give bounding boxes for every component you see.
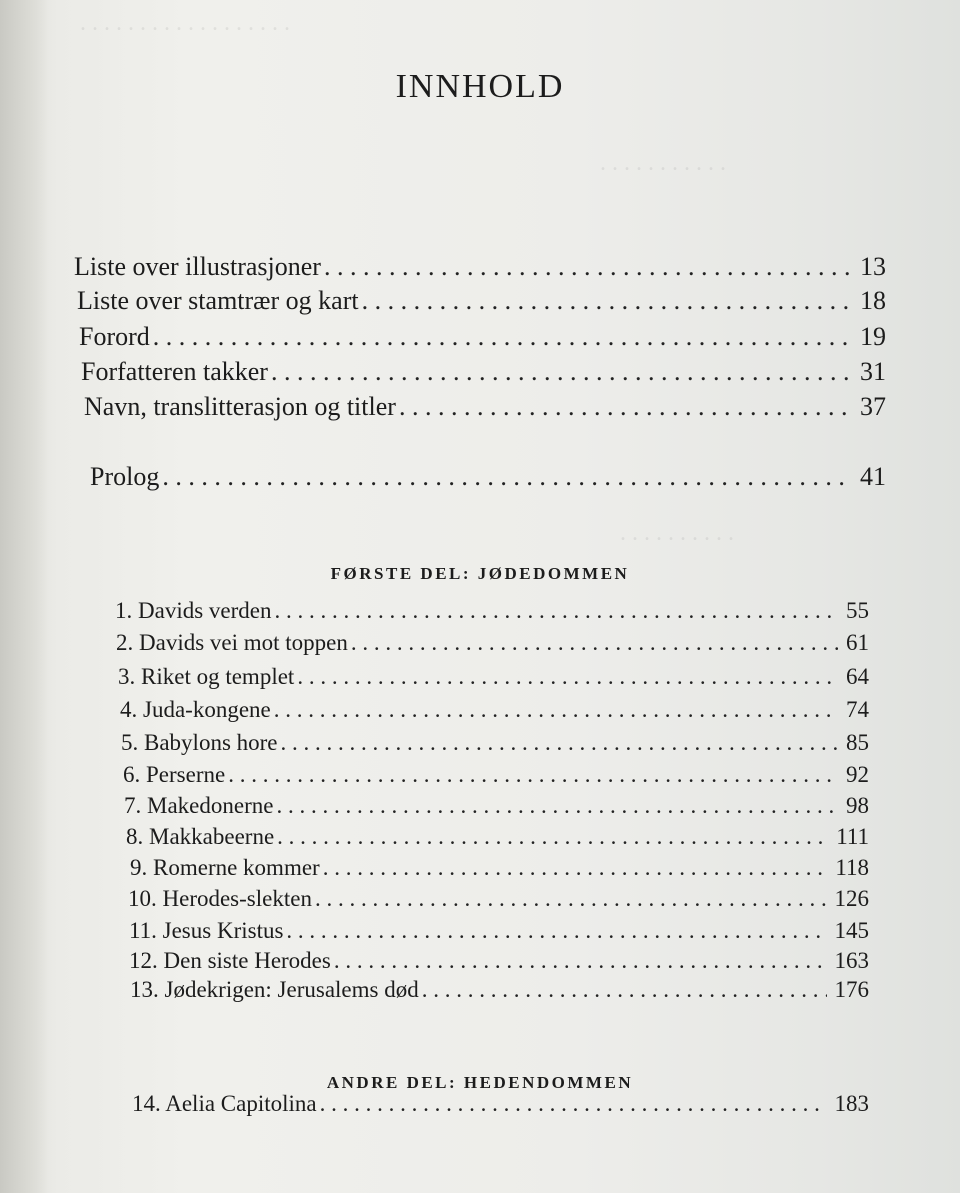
show-through-text: . . . . . . . . . . . . . . . . . . [80, 10, 290, 36]
toc-entry-label: Forord [79, 322, 150, 351]
toc-entry-page: 85 [846, 730, 869, 755]
part-heading: FØRSTE DEL: JØDEDOMMEN [330, 564, 630, 583]
dot-leader [228, 762, 838, 788]
toc-entry-label: 6. Perserne [123, 762, 226, 787]
toc-entry-page: 126 [834, 886, 869, 911]
show-through-text: . . . . . . . . . . . [600, 150, 726, 176]
page-gutter-shadow [0, 0, 48, 1193]
dot-leader [323, 855, 828, 881]
dot-leader [162, 462, 852, 492]
dot-leader [324, 252, 852, 282]
toc-entry-label: 12. Den siste Herodes [129, 948, 331, 973]
toc-chapter [121, 730, 869, 756]
toc-chapter [120, 697, 869, 723]
toc-entry [81, 357, 886, 387]
toc-entry-page: 61 [846, 630, 869, 655]
toc-chapter [130, 977, 869, 1003]
toc-entry-page: 37 [860, 392, 886, 421]
toc-entry-page: 163 [834, 948, 869, 973]
dot-leader [320, 1091, 827, 1117]
dot-leader [297, 664, 838, 690]
dot-leader [315, 886, 827, 912]
dot-leader [274, 697, 838, 723]
toc-entry-label: 1. Davids verden [115, 598, 272, 623]
toc-entry-page: 111 [836, 824, 869, 849]
toc-entry-page: 145 [834, 918, 869, 943]
toc-entry [79, 322, 886, 352]
toc-entry-page: 92 [846, 762, 869, 787]
toc-entry-page: 19 [860, 322, 886, 351]
part-heading: ANDRE DEL: HEDENDOMMEN [326, 1073, 634, 1092]
toc-entry-page: 13 [860, 252, 886, 281]
toc-entry-page: 118 [835, 855, 869, 880]
toc-entry-page: 55 [846, 598, 869, 623]
toc-entry-label: 2. Davids vei mot toppen [116, 630, 348, 655]
toc-entry-page: 183 [834, 1091, 869, 1116]
toc-entry-page: 176 [834, 977, 869, 1002]
dot-leader [153, 322, 852, 352]
toc-chapter [129, 918, 869, 944]
toc-entry-label: 3. Riket og templet [118, 664, 295, 689]
dot-leader [275, 598, 839, 624]
dot-leader [351, 630, 838, 656]
toc-entry-label: 7. Makedonerne [124, 793, 274, 818]
dot-leader [276, 793, 838, 819]
toc-entry-label: 11. Jesus Kristus [129, 918, 284, 943]
toc-entry-label: Liste over stamtrær og kart [77, 286, 359, 315]
toc-entry-label: Navn, translitterasjon og titler [84, 392, 396, 421]
dot-leader [334, 948, 827, 974]
toc-entry-page: 41 [860, 462, 886, 491]
toc-chapter [123, 762, 869, 788]
toc-entry-label: 14. Aelia Capitolina [132, 1091, 317, 1116]
toc-entry-page: 98 [846, 793, 869, 818]
dot-leader [281, 730, 838, 756]
dot-leader [277, 824, 828, 850]
toc-entry-label: 8. Makkabeerne [126, 824, 275, 849]
toc-entry-label: Forfatteren takker [81, 357, 268, 386]
toc-entry-label: 5. Babylons hore [121, 730, 278, 755]
toc-chapter [130, 855, 869, 881]
toc-entry-label: Liste over illustrasjoner [74, 252, 321, 281]
toc-chapter [126, 824, 869, 850]
toc-chapter [118, 664, 869, 690]
toc-chapter [129, 948, 869, 974]
dot-leader [271, 357, 852, 387]
toc-entry-label: 9. Romerne kommer [130, 855, 320, 880]
dot-leader [399, 392, 852, 422]
dot-leader [286, 918, 826, 944]
toc-chapter [128, 886, 869, 912]
toc-entry [74, 252, 886, 282]
dot-leader [362, 286, 852, 316]
toc-chapter [132, 1091, 869, 1117]
toc-entry-page: 31 [860, 357, 886, 386]
dot-leader [422, 977, 827, 1003]
toc-entry-prolog [90, 462, 886, 492]
toc-entry-page: 18 [860, 286, 886, 315]
toc-entry-label: Prolog [90, 462, 160, 491]
toc-entry-label: 4. Juda-kongene [120, 697, 271, 722]
toc-entry-label: 10. Herodes-slekten [128, 886, 312, 911]
toc-entry [77, 286, 886, 316]
show-through-text: . . . . . . . . . . [620, 520, 734, 546]
toc-chapter [116, 630, 869, 656]
toc-chapter [115, 598, 869, 624]
toc-entry-label: 13. Jødekrigen: Jerusalems død [130, 977, 419, 1002]
toc-entry-page: 74 [846, 697, 869, 722]
toc-entry-page: 64 [846, 664, 869, 689]
page-title: INNHOLD [395, 68, 565, 105]
toc-entry [84, 392, 886, 422]
toc-chapter [124, 793, 869, 819]
